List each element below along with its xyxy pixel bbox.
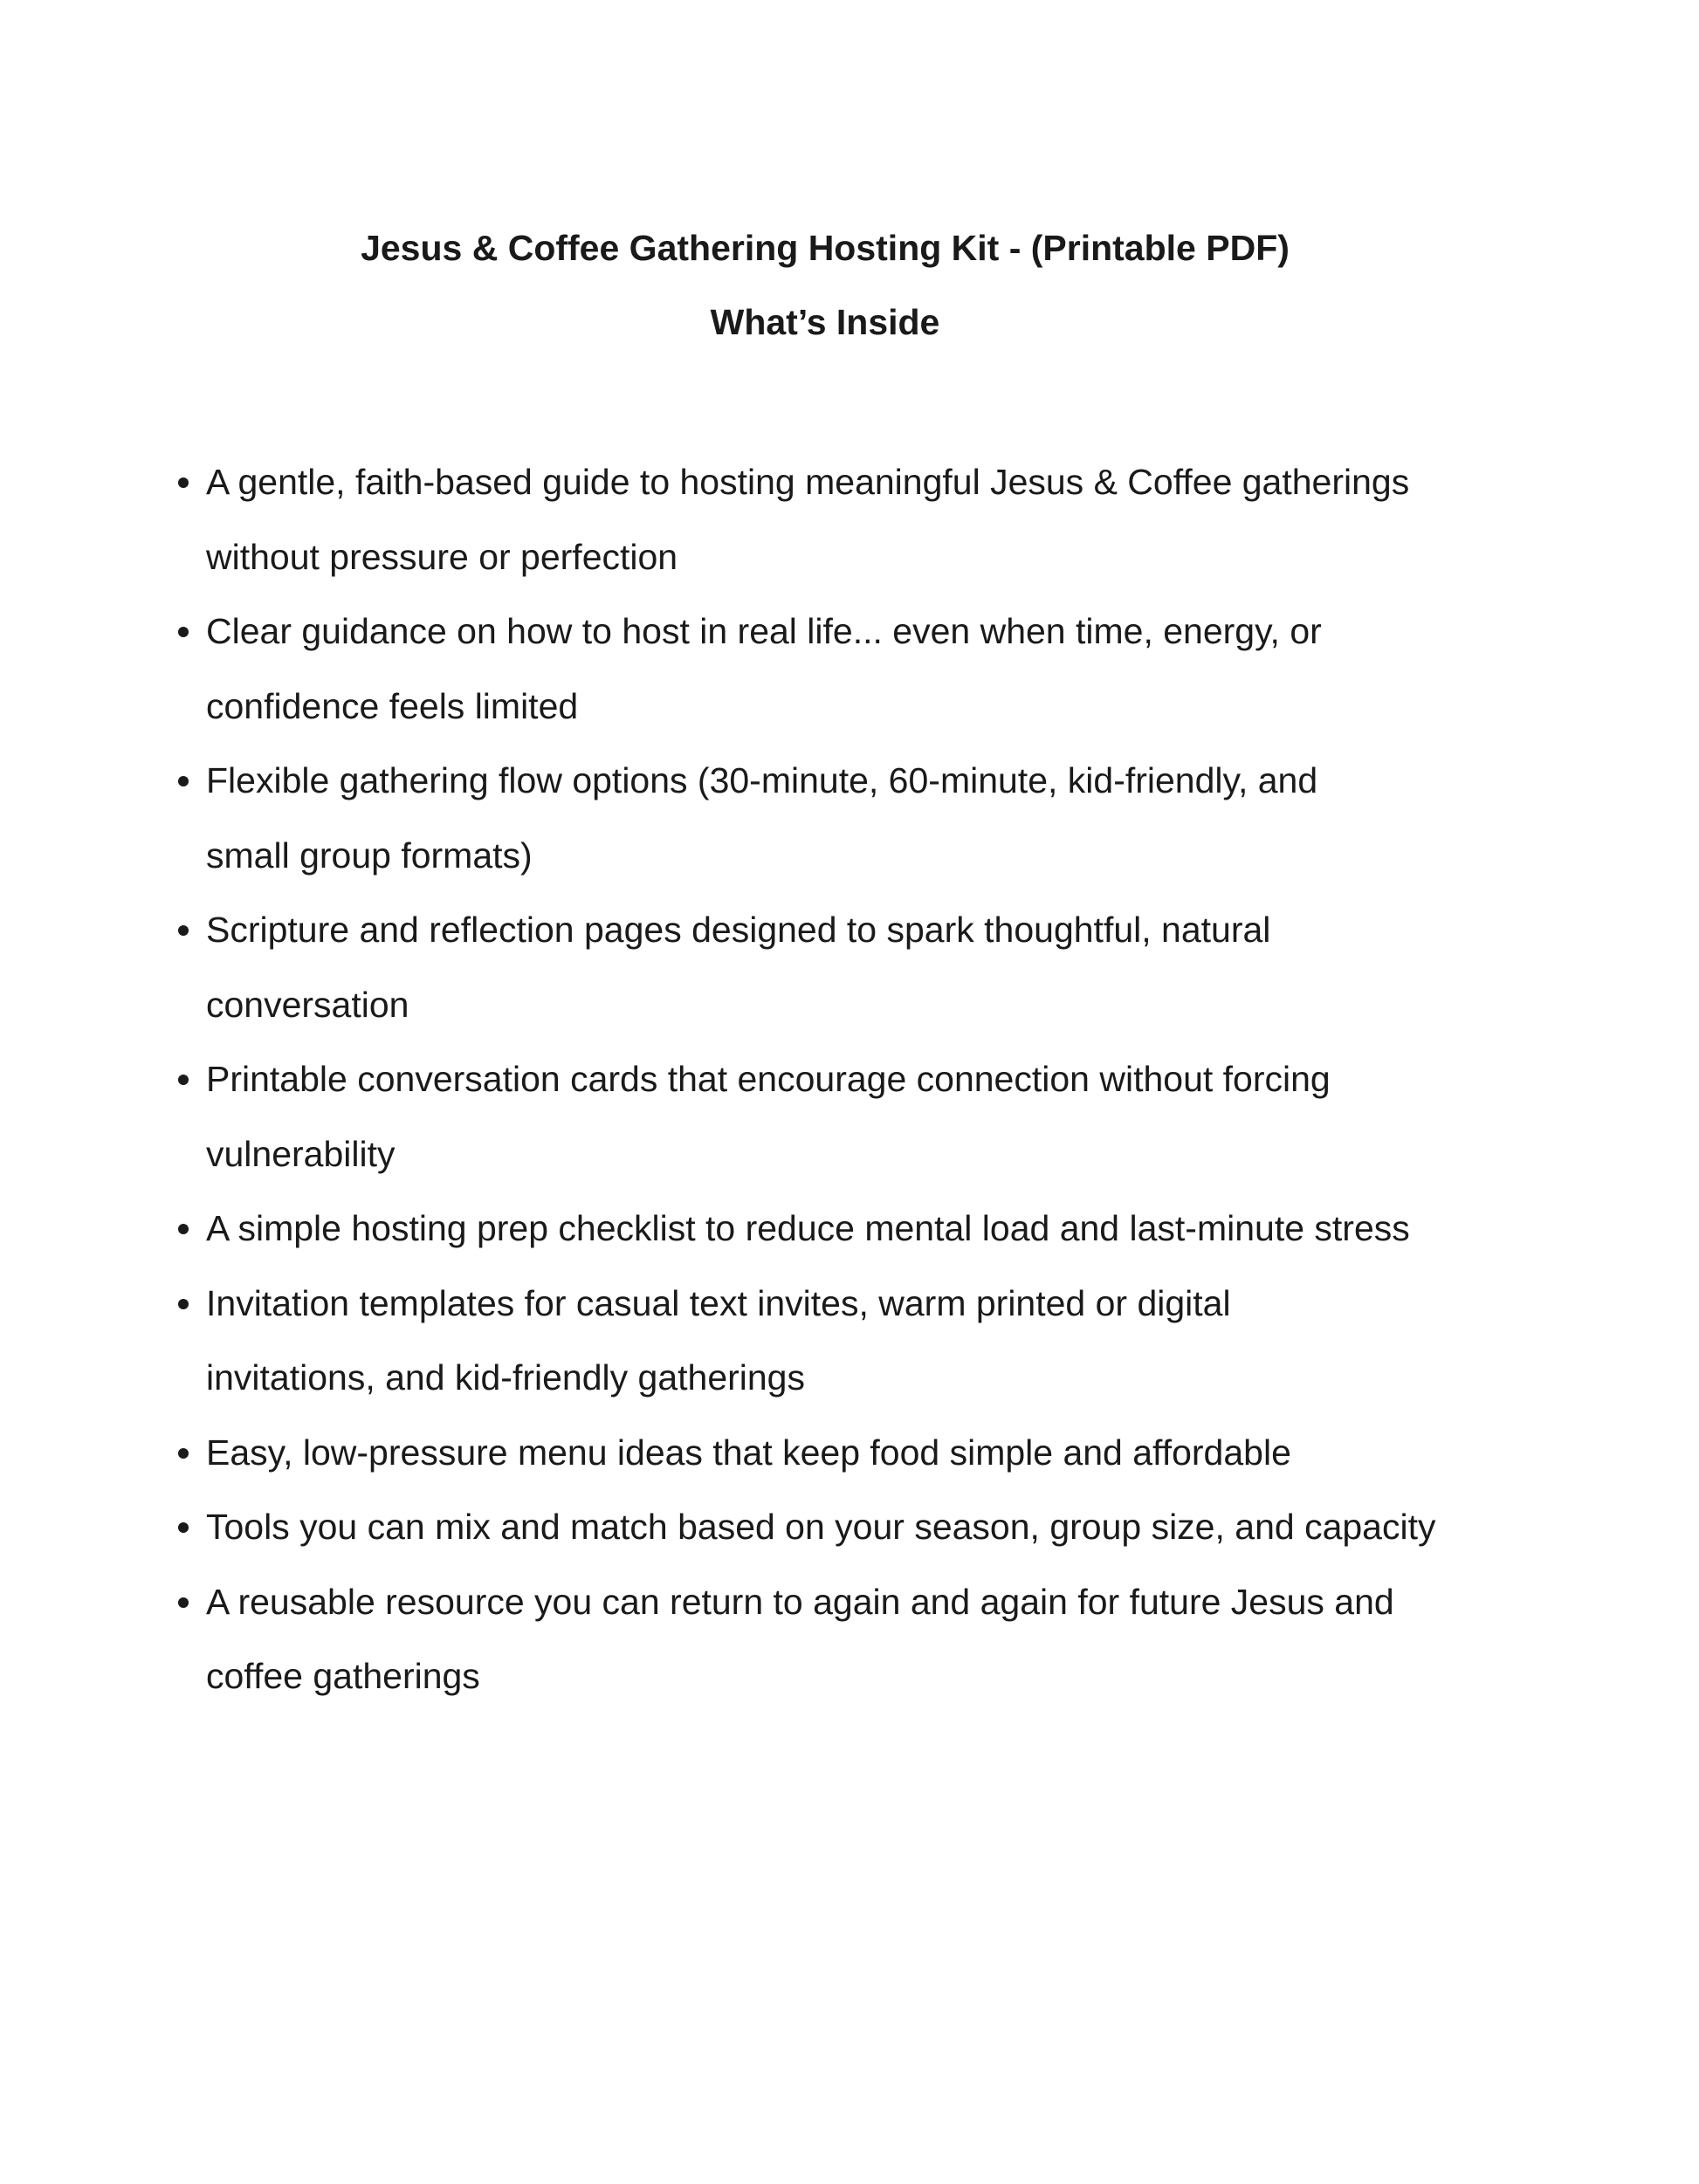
bullet-icon	[178, 1224, 189, 1234]
list-item	[206, 1565, 1533, 1714]
list-item-text: Tools you can mix and match based on your season, group size, and capacity	[206, 1507, 1436, 1547]
list-item-text: A simple hosting prep checklist to reduce mental load and last-minute stress	[206, 1208, 1410, 1248]
list-item	[206, 594, 1533, 744]
list-item-text: Flexible gathering flow options (30-minute, 60-minute, kid-friendly, and	[206, 760, 1318, 800]
list-item	[206, 1042, 1533, 1192]
list-item	[206, 1490, 1533, 1565]
list-item-text: Easy, low-pressure menu ideas that keep food simple and affordable	[206, 1432, 1291, 1473]
contents-list	[206, 445, 1533, 1714]
list-item-text: coffee gatherings	[206, 1656, 480, 1696]
list-item	[206, 744, 1533, 893]
bullet-icon	[178, 1075, 189, 1085]
bullet-icon	[178, 1597, 189, 1608]
list-item	[206, 1192, 1533, 1267]
bullet-icon	[178, 925, 189, 936]
list-item-text: small group formats)	[206, 834, 533, 876]
list-item	[206, 893, 1533, 1042]
list-item-text: without pressure or perfection	[206, 536, 678, 577]
list-item-text: Scripture and reflection pages designed to spark thoughtful, natural	[206, 910, 1271, 950]
bullet-icon	[178, 1448, 189, 1459]
bullet-icon	[178, 1522, 189, 1533]
list-item-text: invitations, and kid-friendly gatherings	[206, 1357, 805, 1398]
bullet-icon	[178, 627, 189, 637]
list-item-text: A gentle, faith-based guide to hosting meaningful Jesus & Coffee gatherings	[206, 462, 1410, 502]
list-item-text: A reusable resource you can return to again and again for future Jesus and	[206, 1581, 1394, 1622]
document-title: Jesus & Coffee Gathering Hosting Kit - (Printable PDF)	[361, 228, 1290, 268]
list-item-text: Printable conversation cards that encourage connection without forcing	[206, 1059, 1331, 1099]
list-item-text: vulnerability	[206, 1133, 396, 1174]
bullet-icon	[178, 477, 189, 488]
list-item	[206, 445, 1533, 594]
section-heading: What’s Inside	[710, 302, 940, 342]
list-item	[206, 1267, 1533, 1416]
list-item	[206, 1416, 1533, 1491]
list-item-text: conversation	[206, 984, 409, 1025]
list-item-text: Clear guidance on how to host in real life... even when time, energy, or	[206, 611, 1322, 651]
list-item-text: Invitation templates for casual text invites, warm printed or digital	[206, 1282, 1231, 1323]
list-item-text: confidence feels limited	[206, 685, 579, 726]
bullet-icon	[178, 776, 189, 786]
bullet-icon	[178, 1299, 189, 1309]
